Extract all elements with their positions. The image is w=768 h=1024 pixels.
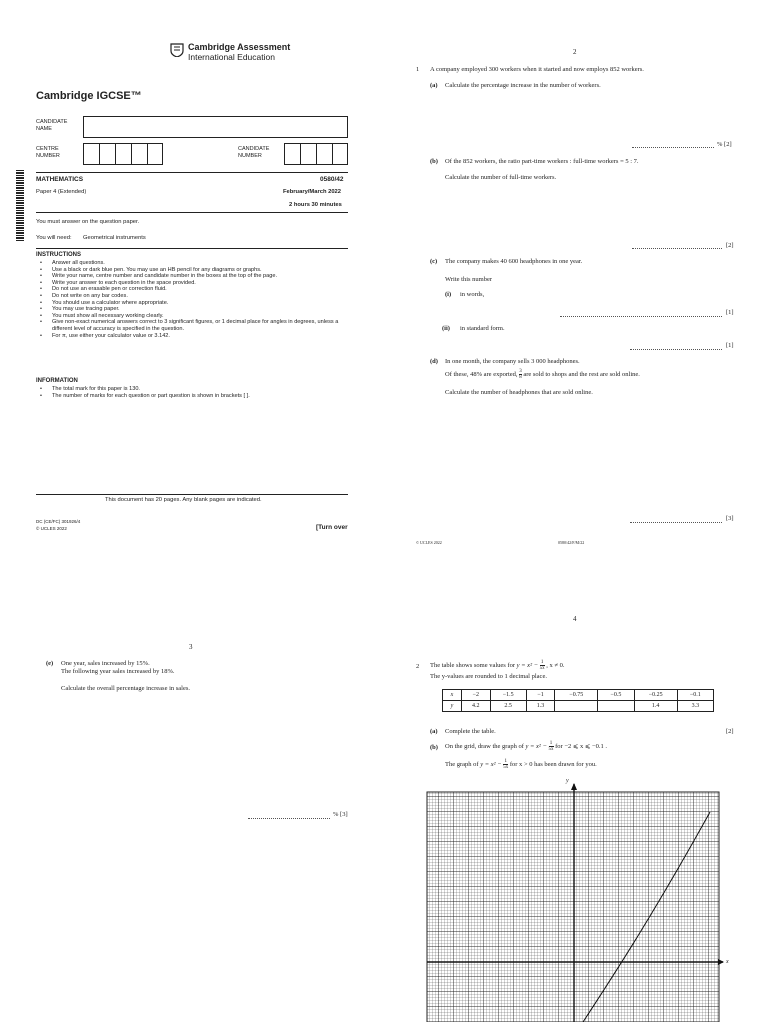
answer-line[interactable]: [632, 147, 714, 148]
will-need-label: You will need:: [36, 235, 72, 241]
part-label: (e): [46, 660, 54, 667]
table-cell: 2.5: [490, 701, 526, 712]
part-text: in words,: [460, 291, 485, 298]
y-axis-label: y: [566, 778, 569, 784]
information-list: [38, 386, 352, 399]
information-heading: INFORMATION: [36, 378, 78, 384]
cover-title: Cambridge IGCSE™: [36, 90, 142, 102]
footer-left: © UCLES 2022: [416, 540, 442, 545]
footer-mid: 0580/42/F/M/22: [558, 540, 585, 545]
part-label: (a): [430, 728, 438, 735]
logo-line-2: International Education: [188, 52, 275, 62]
rule-top: [36, 172, 348, 173]
mark: [2]: [726, 728, 734, 735]
table-cell: −1.5: [490, 690, 526, 701]
mark: % [3]: [333, 811, 348, 818]
part-label: (c): [430, 258, 438, 265]
part-label: (b): [430, 744, 438, 751]
part-text: Calculate the number of headphones that are sold online.: [445, 389, 593, 396]
part-label: (b): [430, 158, 438, 165]
table-cell: −0.5: [598, 690, 634, 701]
question-page-3: [0, 560, 384, 1024]
part-text: Calculate the number of full-time workers.: [445, 174, 557, 181]
part-text: Calculate the percentage increase in the number of workers.: [445, 82, 601, 89]
must-answer: You must answer on the question paper.: [36, 219, 140, 225]
mark: [3]: [726, 515, 734, 522]
question-number: 2: [416, 663, 420, 670]
table-cell-blank[interactable]: [555, 701, 598, 712]
table-header: y: [443, 701, 462, 712]
mark: [1]: [726, 309, 734, 316]
table-cell: −0.25: [634, 690, 677, 701]
x-axis-arrow-icon: [718, 959, 724, 965]
candidate-number-boxes[interactable]: [284, 143, 348, 165]
answer-line[interactable]: [248, 818, 330, 819]
table-row: [443, 701, 714, 712]
part-text-a: Of these, 48% are exported,: [445, 370, 518, 378]
table-cell-blank[interactable]: [598, 701, 634, 712]
part-text: One year, sales increased by 15%.: [61, 660, 150, 667]
will-need-value: Geometrical instruments: [83, 235, 146, 241]
instruction-item: • Write your name, centre number and candidate number in the boxes at the top of the page.: [52, 273, 352, 280]
instructions-heading: INSTRUCTIONS: [36, 252, 81, 258]
footer-copyright: © UCLES 2022: [36, 526, 67, 531]
y-axis-arrow-icon: [571, 783, 577, 790]
graph-grid[interactable]: [424, 782, 724, 1022]
centre-number-boxes[interactable]: [83, 143, 163, 165]
rule-bottom: [36, 494, 348, 495]
centre-number-label: CENTRE NUMBER: [36, 146, 60, 159]
paper-code: 0580/42: [320, 176, 344, 183]
candidate-name-box[interactable]: [83, 116, 348, 138]
instruction-item: • Use a black or dark blue pen. You may use an HB pencil for any diagrams or graphs.: [52, 267, 352, 274]
question-number: 1: [416, 66, 420, 73]
part-text: Complete the table.: [445, 728, 496, 735]
instruction-item: • Write your answer to each question in the space provided.: [52, 280, 352, 287]
page-number: 3: [189, 643, 193, 651]
question-stem-line-2: The y-values are rounded to 1 decimal place.: [430, 673, 547, 680]
instruction-item: • Give non-exact numerical answers correct to 3 significant figures, or 1 decimal place for angles in degrees, unless a different level of accuracy is specified in the question.: [52, 319, 352, 332]
footer-code: DC (CE/FC) 301926/4: [36, 519, 81, 524]
table-cell: −0.1: [677, 690, 713, 701]
instructions-list: [38, 260, 352, 339]
part-text-b: are sold to shops and the rest are sold online.: [523, 370, 640, 378]
answer-line[interactable]: [630, 349, 722, 350]
duration: 2 hours 30 minutes: [289, 202, 342, 208]
fraction: $\frac{1}{5x}$: [539, 660, 545, 671]
table-cell: −1: [526, 690, 555, 701]
instruction-item: • Do not use an erasable pen or correction fluid.: [52, 286, 352, 293]
part-text: The graph of y = x² − $\frac{1}{5x}$ for x > 0 has been drawn for you.: [445, 759, 597, 770]
part-label: (a): [430, 82, 438, 89]
values-table: [442, 689, 714, 712]
table-cell: −0.75: [555, 690, 598, 701]
subject: MATHEMATICS: [36, 176, 84, 183]
part-label: (ii): [442, 325, 450, 332]
information-item: • The total mark for this paper is 130.: [52, 386, 352, 393]
table-row: [443, 690, 714, 701]
answer-line[interactable]: [560, 316, 722, 317]
question-page-4: [384, 560, 768, 1024]
mark: [1]: [726, 342, 734, 349]
instruction-item: • You must show all necessary working clearly.: [52, 313, 352, 320]
table-header: x: [443, 690, 462, 701]
session: February/March 2022: [283, 189, 341, 195]
part-text: The company makes 40 600 headphones in one year.: [445, 258, 583, 265]
fraction: $\frac{1}{5x}$: [503, 759, 509, 770]
part-text: On the grid, draw the graph of y = x² − $\frac{1}{5x}$ for −2 ⩽ x ⩽ −0.1 .: [445, 741, 607, 752]
table-cell: 1.3: [526, 701, 555, 712]
question-page-2: [384, 0, 768, 560]
x-axis-label: x: [726, 959, 729, 965]
instruction-item: • For π, use either your calculator value or 3.142.: [52, 333, 352, 340]
candidate-number-label: CANDIDATE NUMBER: [238, 146, 270, 159]
pages-note: This document has 20 pages. Any blank pages are indicated.: [105, 497, 262, 503]
part-text: Calculate the overall percentage increase in sales.: [61, 685, 191, 692]
page-number: 2: [573, 48, 577, 56]
part-label: (i): [445, 291, 452, 298]
instruction-item: • Do not write on any bar codes.: [52, 293, 352, 300]
barcode: [16, 170, 24, 242]
part-text: Of the 852 workers, the ratio part-time workers : full-time workers = 5 : 7.: [445, 158, 639, 165]
part-text: [445, 369, 640, 380]
rule-mid: [36, 212, 348, 213]
rule-instructions: [36, 248, 348, 249]
part-text: The following year sales increased by 18%.: [61, 668, 175, 675]
turn-over: [Turn over: [316, 524, 348, 531]
fraction: $\frac{1}{5x}$: [548, 741, 554, 752]
question-stem: A company employed 300 workers when it started and now employs 852 workers.: [430, 66, 644, 73]
answer-line[interactable]: [632, 248, 722, 249]
table-cell: −2: [462, 690, 491, 701]
instruction-item: • You should use a calculator where appropriate.: [52, 300, 352, 307]
instruction-item: • Answer all questions.: [52, 260, 352, 267]
paper-name: Paper 4 (Extended): [36, 189, 87, 195]
table-cell: 4.2: [462, 701, 491, 712]
fraction: $\frac{3}{8}$: [519, 369, 522, 380]
part-text: Write this number: [445, 276, 493, 283]
information-item: • The number of marks for each question or part question is shown in brackets [ ].: [52, 393, 352, 400]
part-text: in standard form.: [460, 325, 505, 332]
table-cell: 1.4: [634, 701, 677, 712]
answer-line[interactable]: [630, 522, 722, 523]
mark: [2]: [726, 242, 734, 249]
part-label: (d): [430, 358, 438, 365]
mark: % [2]: [717, 141, 732, 148]
grid-paper: [427, 792, 719, 1022]
logo-line-1: Cambridge Assessment: [188, 42, 291, 52]
question-stem: The table shows some values for y = x² − $\frac{1}{5x}$ , x ≠ 0.: [430, 660, 565, 671]
instruction-item: • You may use tracing paper.: [52, 306, 352, 313]
part-text: In one month, the company sells 3 000 headphones.: [445, 358, 580, 365]
table-cell: 3.3: [677, 701, 713, 712]
cover-page: [0, 0, 384, 560]
crest-logo-icon: [170, 43, 184, 57]
page-number: 4: [573, 615, 577, 623]
candidate-name-label: CANDIDATE NAME: [36, 119, 68, 132]
